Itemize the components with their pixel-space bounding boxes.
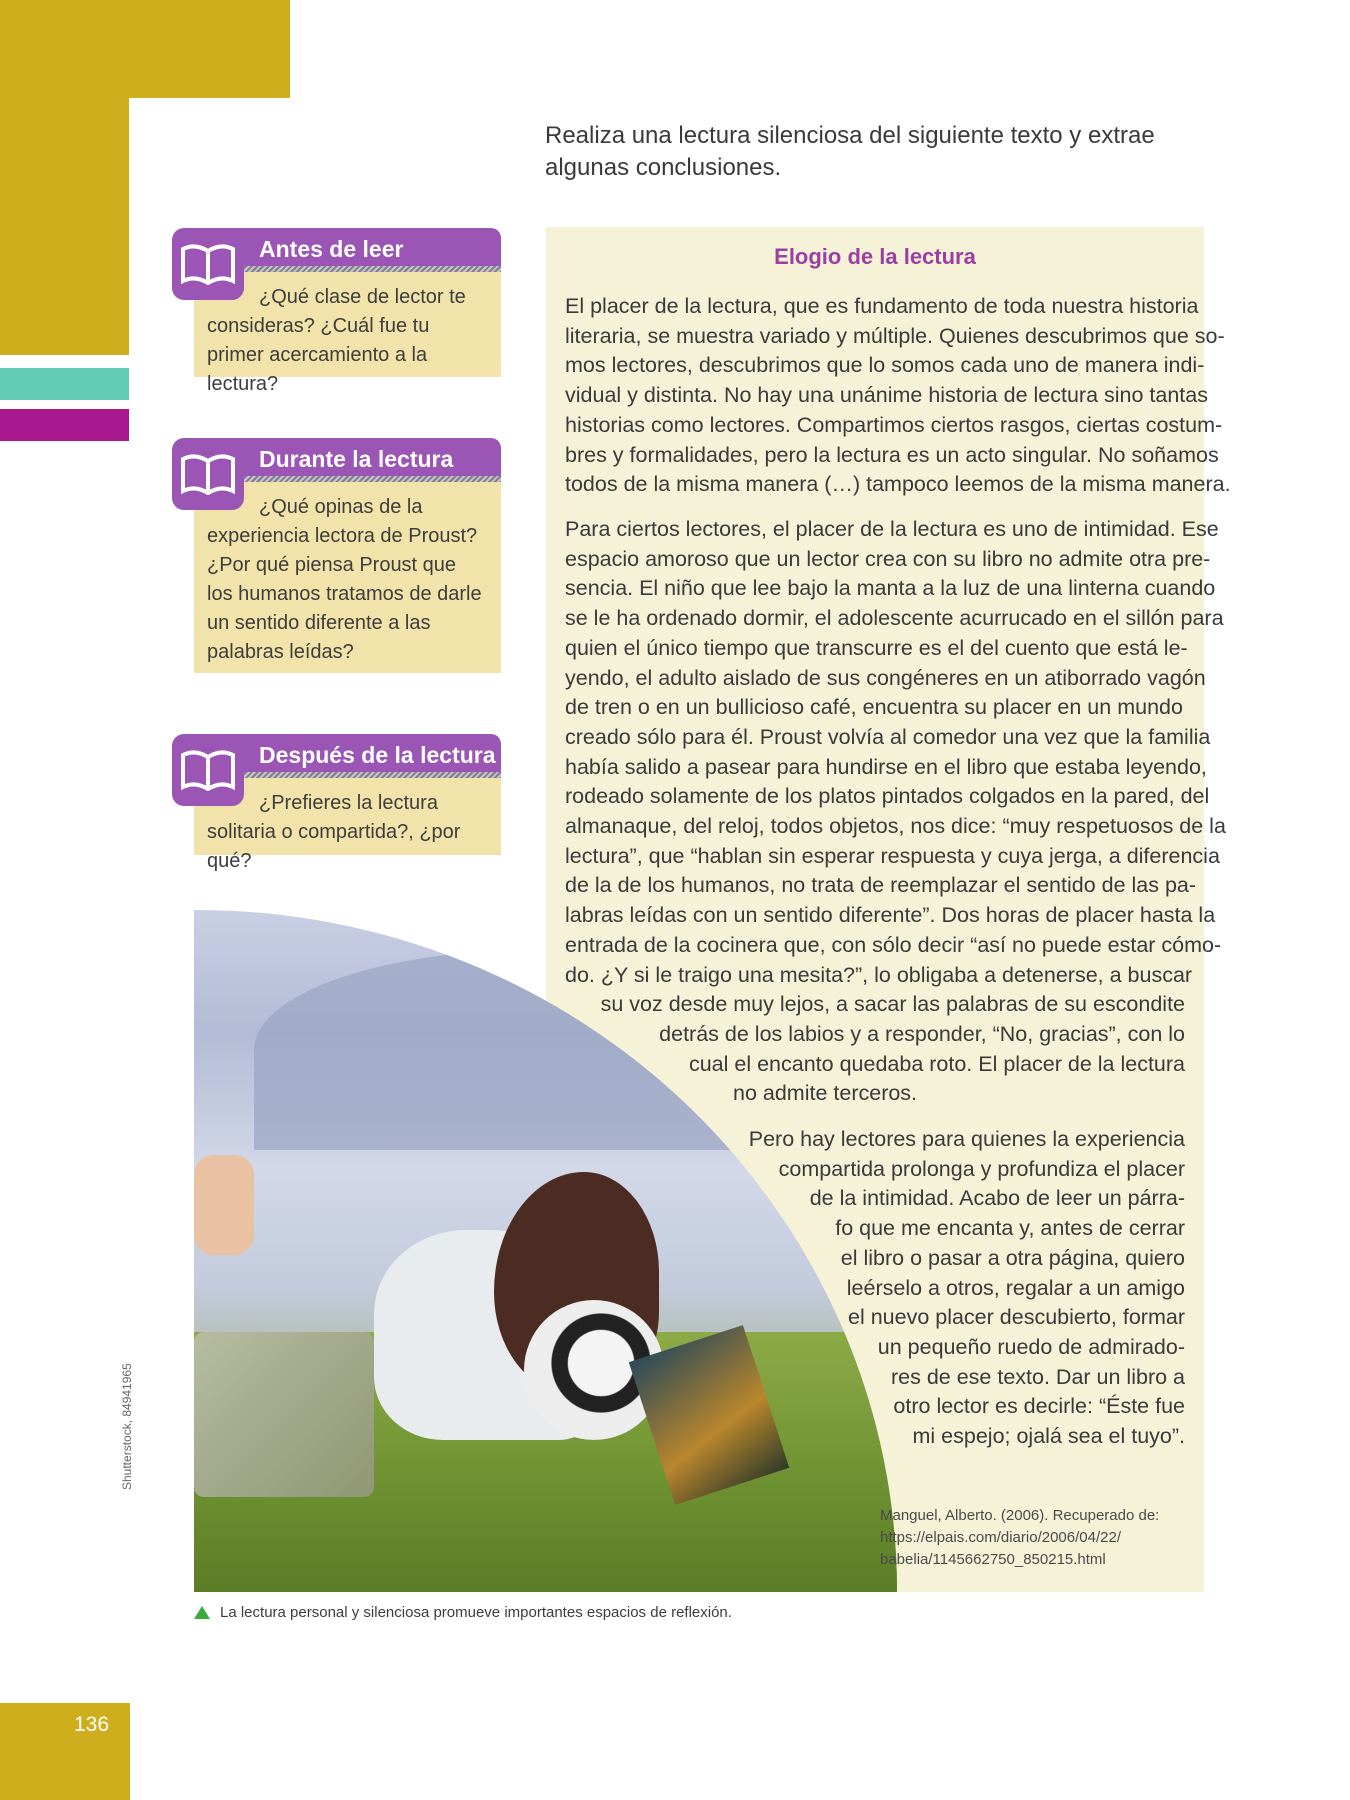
source-line[interactable]: https://elpais.com/diario/2006/04/22/ — [880, 1529, 1121, 1546]
text-line: sencia. El niño que lee bajo la manta a la luz de una linterna cuando — [565, 576, 1216, 601]
open-book-icon — [172, 228, 244, 300]
text-line: Para ciertos lectores, el placer de la lectura es uno de intimidad. Ese — [565, 517, 1219, 541]
magenta-band — [0, 409, 129, 441]
text-line: el nuevo placer descubierto, formar — [847, 1305, 1185, 1330]
text-line: había salido a pasear para hundirse en el libro que estaba leyendo, — [565, 754, 1207, 779]
photo-credit: Shutterstock, 84941965 — [120, 1363, 134, 1490]
side-box-text: ¿Prefieres la lectura solitaria o compartida?, ¿por qué? — [207, 792, 461, 872]
text-line: literaria, se muestra variado y múltiple. Quienes descubrimos que so- — [565, 323, 1225, 348]
text-line: de la de los humanos, no trata de reemplazar el sentido de las pa- — [565, 873, 1197, 898]
text-line: bres y formalidades, pero la lectura es un acto singular. No soñamos — [565, 442, 1219, 467]
source-line[interactable]: babelia/1145662750_850215.html — [880, 1551, 1106, 1568]
text-line: cual el encanto quedaba roto. El placer de la lectura — [688, 1051, 1185, 1076]
text-line: no admite terceros. — [733, 1081, 918, 1106]
text-line: historias como lectores. Compartimos ciertos rasgos, ciertas costum- — [565, 412, 1223, 437]
article-paragraph-1 — [565, 292, 1231, 500]
gold-band-bottom — [0, 1703, 130, 1800]
text-line: lectura”, que “hablan sin esperar respuesta y cuya jerga, a diferencia — [565, 843, 1220, 868]
text-line: res de ese texto. Dar un libro a — [891, 1364, 1185, 1389]
text-line: mi espejo; ojalá sea el tuyo”. — [912, 1424, 1185, 1449]
caption-triangle-icon — [194, 1606, 210, 1619]
side-box-antes — [194, 236, 501, 395]
text-line: otro lector es decirle: “Éste fue — [893, 1394, 1185, 1419]
text-line: el libro o pasar a otra página, quiero — [840, 1245, 1185, 1270]
page-number: 136 — [74, 1713, 110, 1736]
side-box-title: Después de la lectura — [259, 742, 496, 768]
text-line: El placer de la lectura, que es fundamento de toda nuestra historia — [565, 294, 1199, 318]
text-line: rodeado solamente de los platos pintados colgados en la pared, del — [565, 784, 1210, 809]
article-title: Elogio de la lectura — [774, 244, 976, 269]
instruction-text: Realiza una lectura silenciosa del siguiente texto y extrae algunas conclusiones. — [545, 122, 1155, 181]
source-line: Manguel, Alberto. (2006). Recuperado de: — [880, 1507, 1160, 1524]
text-line: su voz desde muy lejos, a sacar las palabras de su escondite — [600, 992, 1185, 1017]
photo-caption: La lectura personal y silenciosa promueve importantes espacios de reflexión. — [220, 1604, 732, 1621]
text-line: espacio amoroso que un lector crea con su libro no admite otra pre- — [565, 546, 1211, 571]
side-box-title: Antes de leer — [259, 236, 404, 262]
text-line: labras leídas con un sentido diferente”. Dos horas de placer hasta la — [565, 903, 1216, 928]
text-line: de tren o en un bullicioso café, encuentra su placer en un mundo — [565, 695, 1183, 720]
laptop-image — [194, 1332, 374, 1497]
text-line: compartida prolonga y profundiza el placer — [778, 1156, 1185, 1181]
text-line: quien el único tiempo que transcurre es el del cuento que está le- — [565, 635, 1188, 660]
text-line: un pequeño ruedo de admirado- — [877, 1334, 1185, 1359]
text-line: leérselo a otros, regalar a un amigo — [846, 1275, 1185, 1300]
text-line: todos de la misma manera (…) tampoco leemos de la misma manera. — [565, 472, 1231, 497]
article-paragraph-2 — [565, 515, 1226, 1109]
text-line: fo que me encanta y, antes de cerrar — [835, 1216, 1185, 1241]
article-paragraph-3 — [565, 1125, 1185, 1452]
side-box-durante — [194, 446, 501, 673]
text-line: se le ha ordenado dormir, el adolescente acurrucado en el sillón para — [565, 606, 1224, 631]
side-box-title: Durante la lectura — [259, 446, 454, 472]
text-line: detrás de los labios y a responder, “No, gracias”, con lo — [659, 1021, 1185, 1046]
text-line: creado sólo para él. Proust volvía al comedor una vez que la familia — [565, 724, 1211, 749]
side-box-despues — [194, 742, 501, 872]
open-book-icon — [172, 438, 244, 510]
text-line: almanaque, del reloj, todos objetos, nos dice: “muy respetuosos de la — [565, 814, 1226, 839]
text-line: de la intimidad. Acabo de leer un párra- — [809, 1186, 1185, 1211]
gold-band-left — [0, 0, 129, 355]
text-line: do. ¿Y si le traigo una mesita?”, lo obligaba a detenerse, a buscar — [565, 962, 1193, 987]
source-citation — [880, 1505, 1185, 1571]
text-line: entrada de la cocinera que, con sólo decir “así no puede estar cómo- — [565, 932, 1222, 957]
side-box-text: ¿Qué opinas de la experiencia lectora de Proust? ¿Por qué piensa Proust que los humanos tratamos de darle un sentido diferente a las palabras leídas? — [207, 496, 482, 663]
teal-band — [0, 368, 129, 400]
text-line: yendo, el adulto aislado de sus congéneres en un atiborrado vagón — [565, 665, 1206, 690]
text-line: mos lectores, descubrimos que lo somos cada uno de manera indi- — [565, 353, 1205, 378]
text-line: Pero hay lectores para quienes la experiencia — [748, 1127, 1185, 1151]
side-box-text: ¿Qué clase de lector te consideras? ¿Cuál fue tu primer acercamiento a la lectura? — [207, 286, 466, 395]
open-book-icon — [172, 734, 244, 806]
text-line: vidual y distinta. No hay una unánime historia de lectura sino tantas — [565, 383, 1208, 408]
